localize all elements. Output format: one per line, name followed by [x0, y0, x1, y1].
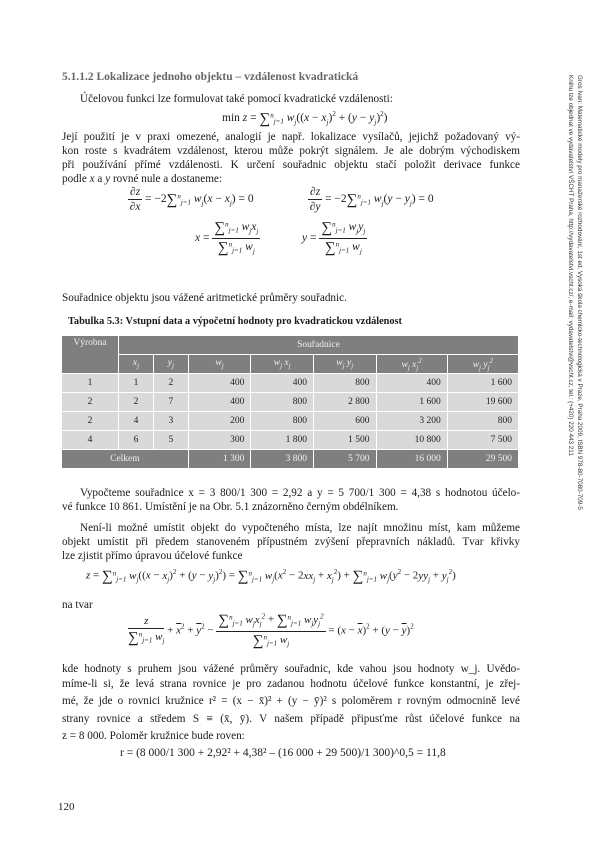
- cell: 2: [62, 412, 119, 431]
- cell: 200: [188, 412, 251, 431]
- total-cell: 3 800: [251, 450, 314, 469]
- equation-derivative-x: $\frac{\partial z}{\partial x}$ = −2∑$^n_{j=1}$ $w_j(x - x_j) = 0$: [129, 186, 254, 213]
- cell: 800: [447, 412, 518, 431]
- cell: 4: [119, 412, 154, 431]
- total-label: Celkem: [62, 450, 189, 469]
- cell: 5: [153, 431, 188, 450]
- cell: 1 600: [447, 374, 518, 393]
- cell: 2: [153, 374, 188, 393]
- cell: 400: [188, 393, 251, 412]
- header-souradnice: Souřadnice: [119, 336, 519, 355]
- table-row: [62, 431, 519, 450]
- total-cell: 1 300: [188, 450, 251, 469]
- paragraph-tolerance-line3: lze zjistit přímo úpravou účelové funkce: [62, 550, 243, 562]
- equation-solution-y: y = $\frac{\sum^n_{j=1} w_jy_j}{\sum^n_{j=1} w_j}$: [302, 220, 366, 256]
- table-row: [62, 393, 519, 412]
- header-wj: $w_j$: [188, 355, 251, 374]
- cell: 400: [251, 374, 314, 393]
- equation-expanded: z = ∑$^n_{j=1}$ $w_j((x - x_j)^2 + (y - y_j)^2) = \sum^n_{j=1}$ $w_j(x^2 - 2xx_j + x_j^2) + \sum^n_{j=1}$ $w_j(y^2 - 2yy_j + y_j^2)$: [86, 568, 456, 585]
- paragraph-result-line2: vé funkce 10 861. Umístění je na Obr. 5.1 znázorněno černým obdélníkem.: [62, 501, 399, 513]
- cell: 1: [62, 374, 119, 393]
- cell: 800: [313, 374, 376, 393]
- paragraph-tolerance-line2: objekt umístit při předem stanoveném přípustném zvýšení přepravních nákladů. Tvar křivky: [62, 536, 520, 548]
- paragraph-intro: Účelovou funkci lze formulovat také pomocí kvadratické vzdálenosti:: [80, 93, 393, 105]
- equation-objective: min z = ∑$^n_{j=1}$ $w_j((x - x_j)^2 + (y - y_j)^2)$: [222, 110, 388, 127]
- equation-circle-form: $\frac{z}{\sum^n_{j=1} w_j}$ + $\overline{x}^2 + \overline{y}^2$ − $\frac{\sum^n_{j=1} w_jx_j^2 + \sum^n_{j=1} w_jy_j^2}{\sum^n_{j=1} w_j}$ = $(x - \overline{x})^2 + (y - \overline{y})^2$: [128, 612, 414, 649]
- cell: 10 800: [376, 431, 447, 450]
- paragraph-circle-line5: z = 8 000. Poloměr kružnice bude roven:: [62, 730, 245, 742]
- table-row: [62, 412, 519, 431]
- cell: 1: [119, 374, 154, 393]
- side-citation-line2: Knihu lze objednat ve vydavatelství VŠCHT Praha, http://vydavatelstvi.vscht.cz/, e-mail: vydavatelstvi@vscht.cz, tel.: (+420) 220 443 211: [567, 75, 574, 456]
- cell: 19 600: [447, 393, 518, 412]
- header-xj: $x_j$: [119, 355, 154, 374]
- cell: 4: [62, 431, 119, 450]
- cell: 600: [313, 412, 376, 431]
- table-total-row: [62, 450, 519, 469]
- cell: 6: [119, 431, 154, 450]
- header-wjxj: $w_j$ $x_j$: [251, 355, 314, 374]
- cell: 1 800: [251, 431, 314, 450]
- equation-derivative-y: $\frac{\partial z}{\partial y}$ = −2∑$^n_{j=1}$ $w_j(y - y_j) = 0$: [309, 186, 434, 213]
- equation-radius: r = (8 000/1 300 + 2,92² + 4,38² – (16 000 + 29 500)/1 300)^0,5 = 11,8: [120, 747, 446, 759]
- total-cell: 16 000: [376, 450, 447, 469]
- section-heading: 5.1.1.2 Lokalizace jednoho objektu – vzdálenost kvadratická: [62, 71, 359, 83]
- paragraph-tolerance-line1: Není-li možné umístit objekt do vypočteného místa, lze najít množinu míst, kam můžeme: [80, 522, 520, 534]
- equation-solution-x: x = $\frac{\sum^n_{j=1} w_jx_j}{\sum^n_{j=1} w_j}$: [195, 220, 259, 256]
- cell: 2: [119, 393, 154, 412]
- side-citation-line1: Gros Ivan: Matematické modely pro manažerské rozhodování, 1st ed. Vysoká škola chemicko-technologická v Praze, Praha 2009, ISBN 978-80-7080-709-5: [576, 75, 583, 510]
- header-yj: $y_j$: [153, 355, 188, 374]
- paragraph-usage-line4: podle x a y rovné nule a dostaneme:: [62, 173, 222, 185]
- paragraph-usage-line3: při používání přímé vzdálenosti. K určení souřadnic objektu stačí položit derivace funkce: [62, 159, 520, 171]
- cell: 7: [153, 393, 188, 412]
- table-caption: Tabulka 5.3: Vstupní data a výpočetní hodnoty pro kvadratickou vzdálenost: [68, 316, 402, 327]
- header-vyrobna: Výrobna: [62, 336, 119, 374]
- paragraph-weighted-means: Souřadnice objektu jsou vážené aritmetické průměry souřadnic.: [62, 292, 347, 304]
- paragraph-circle-line4: strany rovnice a středem S ≡ (x̄, ȳ). V našem případě připusťme růst účelové funkce na: [62, 713, 520, 725]
- header-wjyj2: $w_j$ $y_j^2$: [447, 355, 518, 374]
- header-wjxj2: $w_j$ $x_j^2$: [376, 355, 447, 374]
- cell: 2 800: [313, 393, 376, 412]
- header-wjyj: $w_j$ $y_j$: [313, 355, 376, 374]
- cell: 800: [251, 393, 314, 412]
- page-number: 120: [58, 801, 75, 813]
- paragraph-result-line1: Vypočteme souřadnice x = 3 800/1 300 = 2,92 a y = 5 700/1 300 = 4,38 s hodnotou účelo-: [80, 487, 520, 499]
- cell: 3: [153, 412, 188, 431]
- cell: 400: [188, 374, 251, 393]
- paragraph-circle-line2: míme-li si, že levá strana rovnice je pro zadanou hodnotu účelové funkce konstantní, je zřej-: [62, 678, 520, 690]
- data-table: [61, 335, 519, 469]
- total-cell: 5 700: [313, 450, 376, 469]
- paragraph-circle-line1: kde hodnoty s pruhem jsou vážené průměry souřadnic, kde vahou jsou hodnoty w_j. Uvědo-: [62, 663, 520, 675]
- cell: 2: [62, 393, 119, 412]
- cell: 400: [376, 374, 447, 393]
- cell: 7 500: [447, 431, 518, 450]
- paragraph-na-tvar: na tvar: [62, 599, 93, 611]
- table-row: [62, 374, 519, 393]
- paragraph-circle-line3: mé, že jde o rovnici kružnice r² = (x − x̄)² + (y − ȳ)² s poloměrem r rovným odmocnině levé: [62, 695, 520, 707]
- paragraph-usage-line2: kon roste s kvadrátem vzdálenost, kterou může pokrýt signálem. Je ale dobrým východiskem: [62, 145, 520, 157]
- cell: 3 200: [376, 412, 447, 431]
- cell: 300: [188, 431, 251, 450]
- cell: 800: [251, 412, 314, 431]
- total-cell: 29 500: [447, 450, 518, 469]
- table-header-row-1: [62, 336, 519, 355]
- table-header-row-2: [62, 355, 519, 374]
- cell: 1 500: [313, 431, 376, 450]
- cell: 1 600: [376, 393, 447, 412]
- paragraph-usage-line1: Její použití je v praxi omezené, analogií je např. lokalizace vysílačů, jejichž požadovaný vý-: [62, 131, 520, 143]
